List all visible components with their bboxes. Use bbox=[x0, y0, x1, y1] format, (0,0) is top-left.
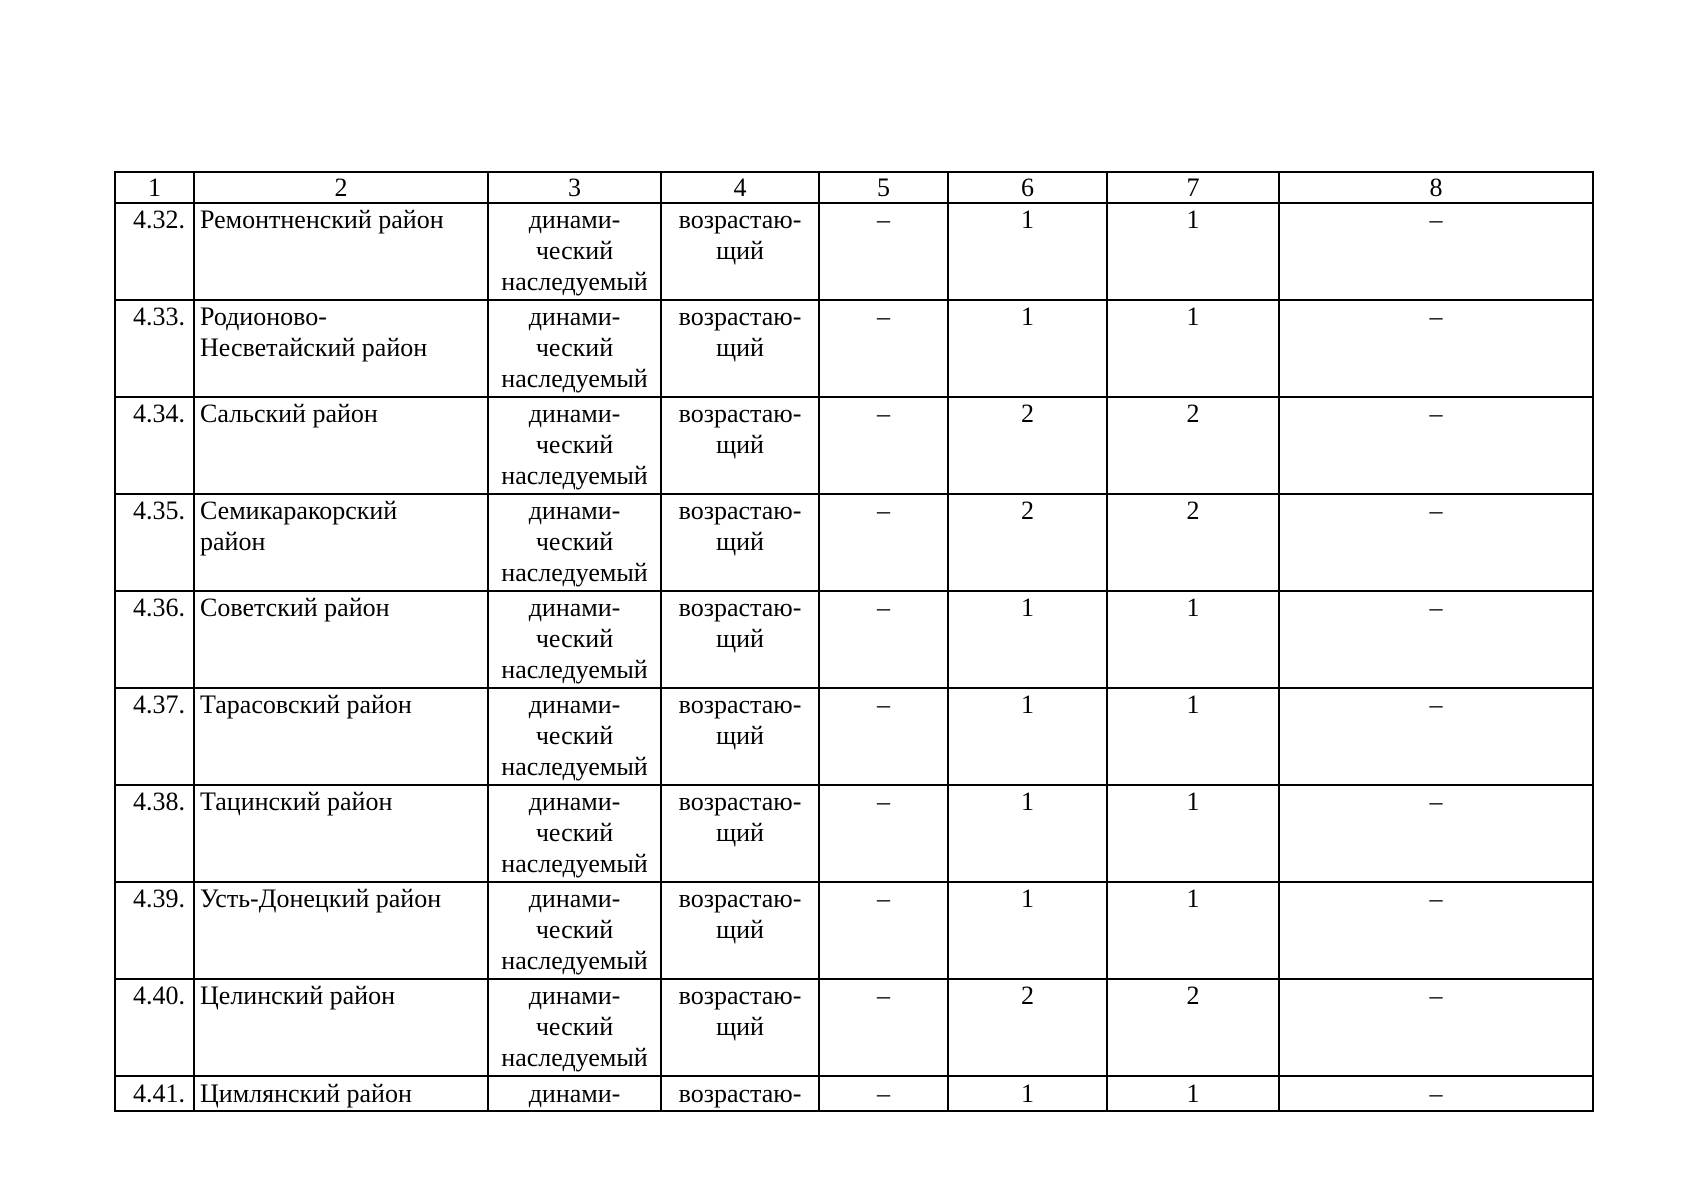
col8-cell: – bbox=[1279, 397, 1593, 494]
col7-cell: 2 bbox=[1107, 979, 1279, 1076]
row-number: 4.38. bbox=[115, 785, 194, 882]
header-row bbox=[115, 172, 1593, 203]
col7-cell: 1 bbox=[1107, 785, 1279, 882]
type-cell: динами- ческий наследуемый bbox=[488, 979, 661, 1076]
header-cell-col-5: 5 bbox=[819, 172, 948, 203]
table-row bbox=[115, 882, 1593, 979]
type-cell: динами- ческий наследуемый bbox=[488, 397, 661, 494]
col5-cell: – bbox=[819, 591, 948, 688]
col5-cell: – bbox=[819, 1076, 948, 1111]
header-cell-col-7: 7 bbox=[1107, 172, 1279, 203]
type-cell: динами- ческий наследуемый bbox=[488, 882, 661, 979]
col7-cell: 1 bbox=[1107, 300, 1279, 397]
col7-cell: 2 bbox=[1107, 397, 1279, 494]
col5-cell: – bbox=[819, 785, 948, 882]
col5-cell: – bbox=[819, 979, 948, 1076]
district-name: Усть-Донецкий район bbox=[194, 882, 488, 979]
col8-cell: – bbox=[1279, 1076, 1593, 1111]
col5-cell: – bbox=[819, 300, 948, 397]
col6-cell: 1 bbox=[948, 882, 1107, 979]
table-row bbox=[115, 494, 1593, 591]
trend-cell: возрастаю- щий bbox=[661, 203, 819, 300]
col7-cell: 1 bbox=[1107, 1076, 1279, 1111]
col6-cell: 2 bbox=[948, 494, 1107, 591]
type-cell: динами- ческий наследуемый bbox=[488, 494, 661, 591]
type-cell: динами- ческий наследуемый bbox=[488, 785, 661, 882]
col7-cell: 1 bbox=[1107, 882, 1279, 979]
table-row bbox=[115, 397, 1593, 494]
type-cell: динами- ческий наследуемый bbox=[488, 300, 661, 397]
district-name: Советский район bbox=[194, 591, 488, 688]
col5-cell: – bbox=[819, 397, 948, 494]
col8-cell: – bbox=[1279, 203, 1593, 300]
type-cell: динами- bbox=[488, 1076, 661, 1111]
trend-cell: возрастаю- bbox=[661, 1076, 819, 1111]
district-name: Семикаракорский район bbox=[194, 494, 488, 591]
row-number: 4.35. bbox=[115, 494, 194, 591]
col6-cell: 1 bbox=[948, 300, 1107, 397]
col6-cell: 1 bbox=[948, 688, 1107, 785]
table-row bbox=[115, 203, 1593, 300]
col6-cell: 1 bbox=[948, 785, 1107, 882]
col8-cell: – bbox=[1279, 591, 1593, 688]
col6-cell: 2 bbox=[948, 397, 1107, 494]
col8-cell: – bbox=[1279, 882, 1593, 979]
col5-cell: – bbox=[819, 882, 948, 979]
trend-cell: возрастаю- щий bbox=[661, 785, 819, 882]
col8-cell: – bbox=[1279, 979, 1593, 1076]
table-body bbox=[115, 203, 1593, 1111]
table-row bbox=[115, 1076, 1593, 1111]
table-row bbox=[115, 785, 1593, 882]
district-name: Тацинский район bbox=[194, 785, 488, 882]
header-cell-col-3: 3 bbox=[488, 172, 661, 203]
col7-cell: 1 bbox=[1107, 591, 1279, 688]
row-number: 4.33. bbox=[115, 300, 194, 397]
header-cell-col-8: 8 bbox=[1279, 172, 1593, 203]
col7-cell: 1 bbox=[1107, 688, 1279, 785]
col8-cell: – bbox=[1279, 785, 1593, 882]
col7-cell: 2 bbox=[1107, 494, 1279, 591]
trend-cell: возрастаю- щий bbox=[661, 494, 819, 591]
table-row bbox=[115, 979, 1593, 1076]
type-cell: динами- ческий наследуемый bbox=[488, 203, 661, 300]
header-cell-col-4: 4 bbox=[661, 172, 819, 203]
col5-cell: – bbox=[819, 688, 948, 785]
row-number: 4.36. bbox=[115, 591, 194, 688]
table-row bbox=[115, 688, 1593, 785]
trend-cell: возрастаю- щий bbox=[661, 591, 819, 688]
col5-cell: – bbox=[819, 494, 948, 591]
district-name: Сальский район bbox=[194, 397, 488, 494]
row-number: 4.39. bbox=[115, 882, 194, 979]
trend-cell: возрастаю- щий bbox=[661, 397, 819, 494]
col8-cell: – bbox=[1279, 300, 1593, 397]
col6-cell: 1 bbox=[948, 591, 1107, 688]
row-number: 4.37. bbox=[115, 688, 194, 785]
table-header bbox=[115, 172, 1593, 203]
col8-cell: – bbox=[1279, 688, 1593, 785]
header-cell-col-6: 6 bbox=[948, 172, 1107, 203]
col7-cell: 1 bbox=[1107, 203, 1279, 300]
district-name: Тарасовский район bbox=[194, 688, 488, 785]
type-cell: динами- ческий наследуемый bbox=[488, 591, 661, 688]
col6-cell: 2 bbox=[948, 979, 1107, 1076]
col5-cell: – bbox=[819, 203, 948, 300]
header-cell-col-2: 2 bbox=[194, 172, 488, 203]
col8-cell: – bbox=[1279, 494, 1593, 591]
col6-cell: 1 bbox=[948, 1076, 1107, 1111]
document-table bbox=[114, 171, 1594, 1112]
row-number: 4.40. bbox=[115, 979, 194, 1076]
type-cell: динами- ческий наследуемый bbox=[488, 688, 661, 785]
row-number: 4.34. bbox=[115, 397, 194, 494]
header-cell-col-1: 1 bbox=[115, 172, 194, 203]
col6-cell: 1 bbox=[948, 203, 1107, 300]
district-name: Ремонтненский район bbox=[194, 203, 488, 300]
trend-cell: возрастаю- щий bbox=[661, 300, 819, 397]
trend-cell: возрастаю- щий bbox=[661, 882, 819, 979]
trend-cell: возрастаю- щий bbox=[661, 688, 819, 785]
district-name: Целинский район bbox=[194, 979, 488, 1076]
district-name: Родионово- Несветайский район bbox=[194, 300, 488, 397]
district-name: Цимлянский район bbox=[194, 1076, 488, 1111]
table-row bbox=[115, 591, 1593, 688]
row-number: 4.41. bbox=[115, 1076, 194, 1111]
trend-cell: возрастаю- щий bbox=[661, 979, 819, 1076]
table-row bbox=[115, 300, 1593, 397]
row-number: 4.32. bbox=[115, 203, 194, 300]
